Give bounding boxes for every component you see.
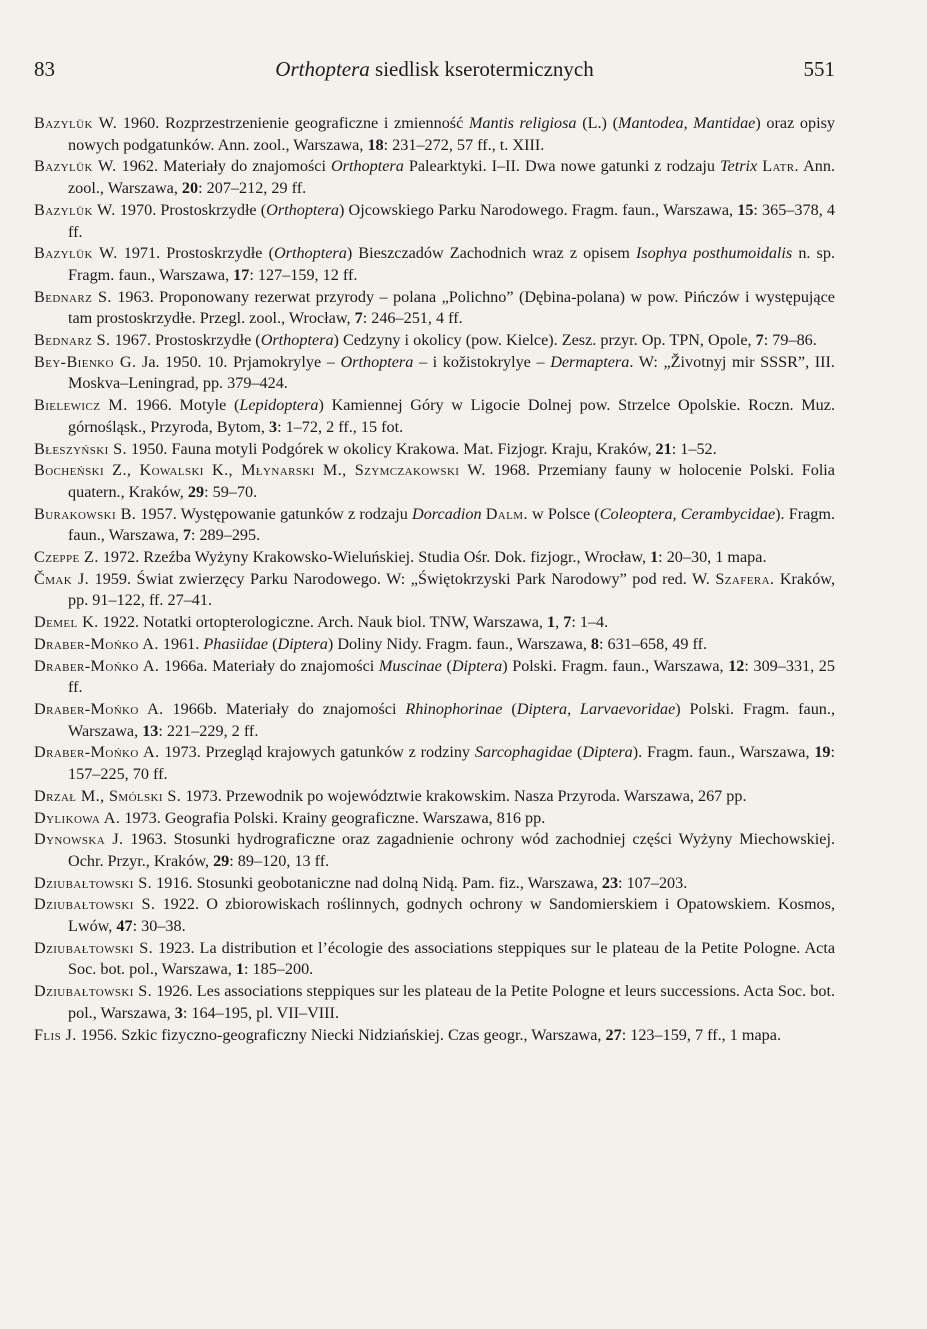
volume-number: 15 [737, 200, 754, 219]
page-number-right: 551 [803, 57, 835, 81]
reference-text: 1973. Geografia Polski. Krainy geograficzne. Warszawa, 816 pp. [120, 808, 546, 827]
italic-text: Diptera [582, 743, 633, 762]
volume-number: 21 [655, 439, 672, 458]
italic-text: Mantis religiosa [468, 114, 577, 132]
volume-number: 7 [755, 331, 764, 350]
reference-text: 1962. Materiały do znajomości [116, 157, 331, 176]
italic-text: Muscinae [378, 656, 442, 675]
volume-number: 1 [650, 548, 659, 567]
reference-text: : 1–52. [671, 439, 717, 458]
reference-text: 1973. Przegląd krajowych gatunków z rodziny [159, 743, 475, 762]
italic-text: Diptera, Larvaevoridae [516, 699, 676, 718]
reference-entry [34, 156, 835, 199]
reference-text: ). Fragm. faun., Warszawa, [632, 743, 815, 762]
reference-text: Palearktyki. I–II. Dwa nowe gatunki z rodzaju [403, 157, 721, 176]
author-name: Draber-Mońko A. [34, 656, 160, 675]
author-name: Dziubałtowski S. [34, 938, 154, 957]
italic-text: Coleoptera, Cerambycidae [599, 504, 776, 523]
reference-entry [34, 243, 835, 286]
reference-entry [34, 395, 835, 438]
reference-text: ) Doliny Nidy. Fragm. faun., Warszawa, [327, 634, 591, 653]
running-title-italic: Orthoptera [275, 57, 370, 81]
volume-number: 12 [728, 656, 745, 675]
volume-number: 3 [268, 417, 278, 436]
reference-entry [34, 981, 835, 1024]
reference-text: 1972. Rzeźba Wyżyny Krakowsko-Wieluńskiej. Studia Ośr. Dok. fizjogr., Wrocław, [98, 548, 651, 567]
reference-text: : 20–30, 1 mapa. [658, 548, 767, 567]
italic-text: Phasiidae [203, 634, 269, 653]
italic-text: Dorcadion [412, 504, 482, 523]
reference-text: : 246–251, 4 ff. [362, 309, 463, 328]
italic-text: Diptera [277, 634, 328, 653]
reference-text: Ann. zool., Warszawa, [68, 157, 836, 198]
reference-text: : 221–229, 2 ff. [158, 721, 259, 740]
author-name: Dynowska J. [34, 830, 124, 849]
author-name: Bielewicz M. [34, 396, 128, 415]
italic-text: Mantodea, Mantidae [617, 114, 756, 132]
reference-text: 1971. Prostoskrzydłe ( [117, 244, 274, 263]
reference-text: : 89–120, 13 ff. [229, 851, 330, 870]
reference-text: Kraków, pp. 91–122, ff. 27–41. [68, 569, 835, 610]
reference-entry [34, 873, 835, 895]
reference-entry [34, 829, 835, 872]
volume-number: 13 [142, 721, 159, 740]
italic-text: Dermaptera [550, 352, 630, 371]
reference-text: : 631–658, 49 ff. [599, 634, 708, 653]
reference-text: : 30–38. [132, 917, 186, 936]
author-name: Draber-Mońko A. [34, 699, 164, 718]
reference-text: 1922. O zbiorowiskach roślinnych, godnych ochrony w Sandomierskiem i Opatowskiem. Kosmos, Lwów, [68, 895, 835, 936]
reference-text: : 164–195, pl. VII–VIII. [182, 1003, 339, 1022]
reference-entry [34, 460, 835, 503]
reference-list [34, 113, 835, 1046]
reference-entry [34, 200, 835, 243]
author-name: Dziubałtowski S. [34, 982, 153, 1001]
author-name: Bazylük W. [34, 114, 118, 132]
italic-text: Isophya posthumoidalis [635, 244, 793, 263]
author-name: Dziubałtowski S. [34, 895, 156, 914]
reference-text: ) Ojcowskiego Parku Narodowego. Fragm. faun., Warszawa, [339, 200, 738, 219]
reference-entry [34, 439, 835, 461]
volume-number: 7 [563, 613, 572, 632]
reference-text: ) Cedzyny i okolicy (pow. Kielce). Zesz. przyr. Op. TPN, Opole, [333, 331, 756, 350]
reference-entry [34, 894, 835, 937]
page-header [34, 56, 835, 82]
reference-text: ) Bieszczadów Zachodnich wraz z opisem [346, 244, 636, 263]
reference-text: 1956. Szkic fizyczno-geograficzny Niecki Nidziańskiej. Czas geogr., Warszawa, [76, 1025, 606, 1044]
reference-text: ) Polski. Fragm. faun., Warszawa, [502, 656, 729, 675]
reference-text: 1922. Notatki ortopterologiczne. Arch. Nauk biol. TNW, Warszawa, [98, 613, 548, 632]
reference-text: : 157–225, 70 ff. [68, 743, 835, 784]
volume-number: 27 [605, 1025, 622, 1044]
reference-text: – i kožistokrylye – [413, 352, 551, 371]
reference-entry [34, 699, 835, 742]
author-name: Drzał M., Smólski S. [34, 786, 182, 805]
reference-text: 1967. Prostoskrzydłe ( [110, 331, 261, 350]
author-name: Dziubałtowski S. [34, 873, 153, 892]
volume-number: 18 [367, 135, 384, 154]
author-name: Bazylük W. [34, 244, 118, 263]
reference-text: 1966b. Materiały do znajomości [163, 699, 406, 718]
reference-text: (L.) ( [576, 114, 618, 132]
reference-entry [34, 656, 835, 699]
author-name: Bazylük W. [34, 157, 117, 176]
reference-entry [34, 634, 835, 656]
author-name: Dalm. [485, 504, 528, 523]
reference-text: : 59–70. [204, 482, 258, 501]
reference-text: : 365–378, 4 ff. [68, 200, 835, 241]
reference-entry [34, 330, 835, 352]
reference-text: 1966a. Materiały do znajomości [159, 656, 379, 675]
volume-number: 20 [181, 179, 199, 198]
author-name: Draber-Mońko A. [34, 634, 159, 653]
reference-entry [34, 612, 835, 634]
reference-entry [34, 808, 835, 830]
reference-text: : 1–72, 2 ff., 15 fot. [277, 417, 404, 436]
reference-text: ) Kamiennej Góry w Ligocie Dolnej pow. Strzelce Opolskie. Roczn. Muz. górnośląsk., Przyroda, Bytom, [68, 396, 836, 436]
volume-number: 3 [174, 1003, 183, 1022]
reference-text: 1966. Motyle ( [127, 396, 240, 415]
running-title [34, 56, 835, 82]
volume-number: 1 [547, 613, 556, 632]
reference-text: : 127–159, 12 ff. [249, 265, 358, 284]
volume-number: 7 [354, 309, 363, 328]
reference-text: : 207–212, 29 ff. [198, 179, 307, 198]
reference-text: ( [441, 656, 452, 675]
reference-entry [34, 938, 835, 981]
volume-number: 29 [213, 851, 230, 870]
volume-number: 47 [116, 917, 133, 936]
reference-text: 1963. Proponowany rezerwat przyrody – polana „Polichno” (Dębina-polana) w pow. Pińczów i występujące tam prostoskrzydłe. Przegl. zool., Wrocław, [68, 287, 835, 328]
author-name: Bednarz S. [34, 287, 112, 306]
author-name: Bey-Bienko G. [34, 352, 137, 371]
volume-number: 19 [814, 743, 831, 762]
reference-text: 1963. Stosunki hydrograficzne oraz zagadnienie ochrony wód zachodniej części Wyżyny Miechowskiej. Ochr. Przyr., Kraków, [68, 830, 836, 870]
reference-text: 1973. Przewodnik po województwie krakowskim. Nasza Przyroda. Warszawa, 267 pp. [181, 786, 747, 805]
italic-text: Orthoptera [330, 157, 404, 176]
reference-text: . W: „Životnyj mir SSSR”, III. Moskva–Leningrad, pp. 379–424. [68, 352, 835, 393]
volume-number: 17 [233, 265, 250, 284]
reference-text: 1923. La distribution et l’écologie des associations steppiques sur le plateau de la Petite Pologne. Acta Soc. bot. pol., Warszawa, [68, 938, 836, 979]
author-name: Bocheński Z., Kowalski K., Młynarski M., Szymczakowski W. [34, 461, 486, 480]
reference-entry [34, 352, 835, 395]
reference-text: 1970. Prostoskrzydłe ( [115, 200, 267, 219]
reference-entry [34, 786, 835, 808]
running-title-rest: siedlisk kserotermicznych [369, 57, 594, 81]
reference-entry [34, 504, 835, 547]
reference-text: ) oraz opisy nowych podgatunków. Ann. zool., Warszawa, [68, 114, 835, 154]
author-name: Burakowski B. [34, 504, 137, 523]
italic-text: Sarcophagidae [474, 743, 573, 762]
reference-text: 1960. Rozprzestrzenienie geograficzne i zmienność [117, 114, 469, 132]
author-name: Dylikowa A. [34, 808, 121, 827]
reference-text: : 309–331, 25 ff. [68, 656, 835, 697]
italic-text: Rhinophorinae [405, 699, 503, 718]
reference-text: n. sp. Fragm. faun., Warszawa, [68, 244, 835, 284]
reference-text: 1950. Fauna motyli Podgórek w okolicy Krakowa. Mat. Fizjogr. Kraju, Kraków, [126, 439, 656, 458]
author-name: Demel K. [34, 613, 99, 632]
italic-text: Lepidoptera [239, 396, 319, 415]
volume-number: 29 [187, 482, 205, 501]
volume-number: 23 [601, 873, 619, 892]
reference-text: Ja. 1950. 10. Prjamokrylye – [136, 352, 341, 371]
reference-text: : 289–295. [190, 526, 261, 545]
reference-text: 1968. Przemiany fauny w holocenie Polski. Folia quatern., Kraków, [68, 461, 835, 501]
reference-text: : 185–200. [243, 960, 314, 979]
reference-entry [34, 113, 835, 156]
reference-text: w Polsce ( [527, 504, 600, 523]
reference-text: 1959. Świat zwierzęcy Parku Narodowego. W: „Świętokrzyski Park Narodowy” pod red. W. [89, 569, 716, 588]
reference-text: : 123–159, 7 ff., 1 mapa. [621, 1025, 781, 1044]
author-name: Bazylük W. [34, 200, 116, 219]
author-name: Bednarz S. [34, 331, 111, 350]
reference-entry [34, 569, 835, 612]
page-number-left: 83 [34, 57, 55, 81]
italic-text: Orthoptera [273, 244, 347, 263]
reference-text: ). Fragm. faun., Warszawa, [68, 504, 836, 545]
reference-text: , [555, 613, 564, 632]
author-name: Flis J. [34, 1025, 77, 1044]
volume-number: 7 [182, 526, 191, 545]
author-name: Latr. [762, 157, 799, 176]
reference-text: ( [268, 634, 278, 653]
author-name: Szafera. [715, 569, 775, 588]
volume-number: 8 [590, 634, 600, 653]
reference-text: : 231–272, 57 ff., t. XIII. [383, 135, 545, 154]
reference-entry [34, 1025, 835, 1047]
italic-text: Tetrix [720, 157, 758, 176]
reference-entry [34, 287, 835, 330]
volume-number: 1 [235, 960, 244, 979]
author-name: Čmak J. [34, 569, 90, 588]
reference-text: ( [572, 743, 583, 762]
italic-text: Diptera [451, 656, 503, 675]
reference-text: : 107–203. [618, 873, 688, 892]
reference-text: : 1–4. [571, 613, 609, 632]
reference-text: 1926. Les associations steppiques sur les plateau de la Petite Pologne et leurs successions. Acta Soc. bot. pol., Warszawa, [68, 982, 835, 1022]
italic-text: Orthoptera [260, 331, 334, 350]
reference-text: ( [502, 699, 517, 718]
italic-text: Orthoptera [266, 200, 339, 219]
reference-text: ) Polski. Fragm. faun., Warszawa, [68, 699, 835, 740]
reference-text: : 79–86. [763, 331, 817, 350]
reference-text: 1916. Stosunki geobotaniczne nad dolną Nidą. Pam. fiz., Warszawa, [152, 873, 602, 892]
italic-text: Orthoptera [340, 352, 414, 371]
author-name: Draber-Mońko A. [34, 743, 160, 762]
reference-entry [34, 547, 835, 569]
reference-entry [34, 742, 835, 785]
author-name: Czeppe Z. [34, 548, 99, 567]
author-name: Błeszyński S. [34, 439, 127, 458]
reference-text: 1957. Występowanie gatunków z rodzaju [136, 504, 413, 523]
reference-text: 1961. [158, 634, 204, 653]
